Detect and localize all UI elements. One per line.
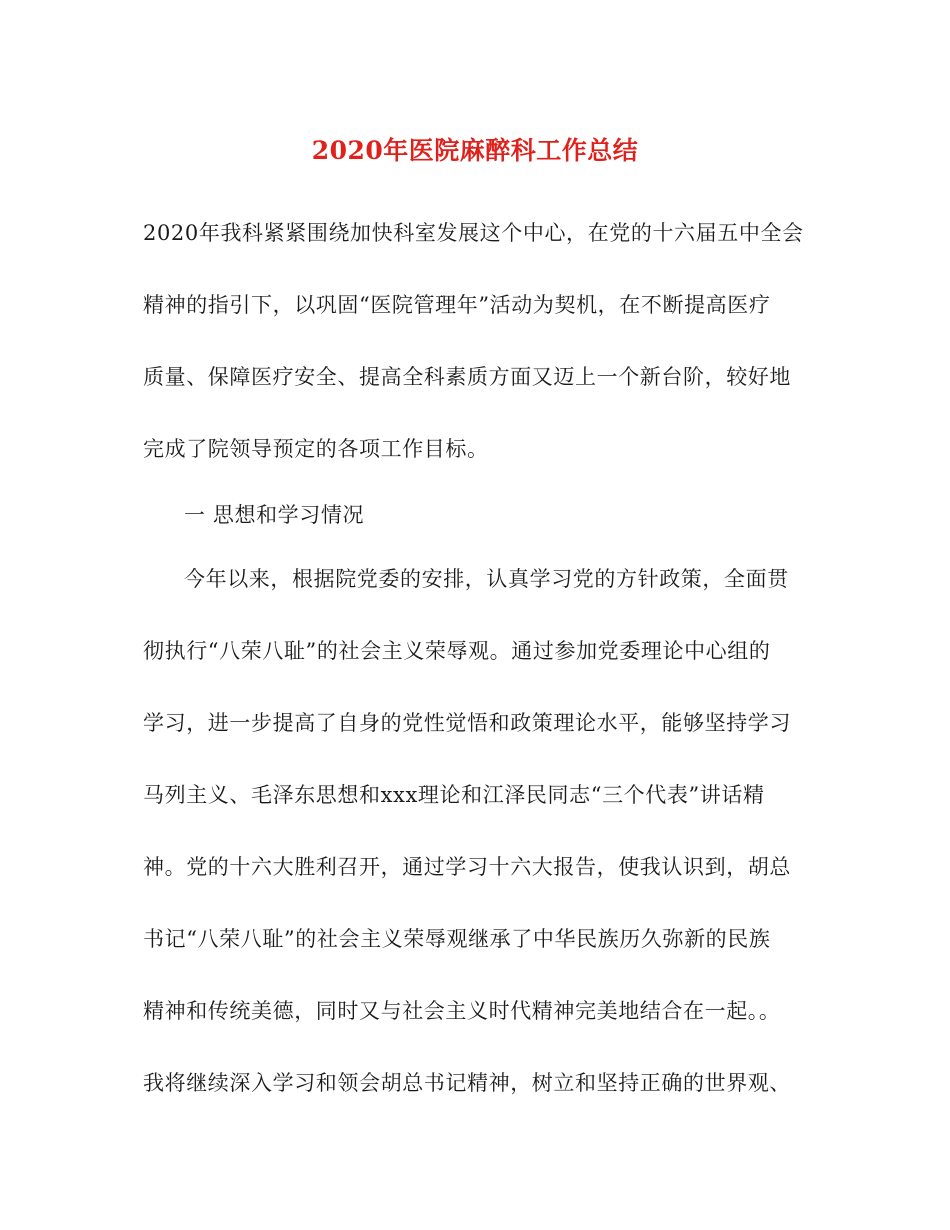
- paragraph-line: 马列主义、毛泽东思想和xxx理论和江泽民同志“三个代表”讲话精: [143, 783, 765, 807]
- paragraph-line: 神。党的十六大胜利召开，通过学习十六大报告，使我认识到，胡总: [143, 855, 791, 879]
- paragraph-line: 完成了院领导预定的各项工作目标。: [143, 437, 489, 461]
- paragraph-line: 2020年我科紧紧围绕加快科室发展这个中心，在党的十六届五中全会: [143, 221, 804, 245]
- paragraph-line: 学习，进一步提高了自身的党性觉悟和政策理论水平，能够坚持学习: [143, 711, 791, 735]
- section-heading: 一 思想和学习情况: [184, 503, 365, 527]
- paragraph-line: 书记“八荣八耻”的社会主义荣辱观继承了中华民族历久弥新的民族: [143, 927, 771, 951]
- paragraph-line: 彻执行“八荣八耻”的社会主义荣辱观。通过参加党委理论中心组的: [143, 639, 771, 663]
- paragraph-line: 精神的指引下，以巩固“医院管理年”活动为契机，在不断提高医疗: [143, 293, 771, 317]
- paragraph-line: 我将继续深入学习和领会胡总书记精神，树立和坚持正确的世界观、: [143, 1071, 791, 1095]
- paragraph-line: 质量、保障医疗安全、提高全科素质方面又迈上一个新台阶，较好地: [143, 365, 791, 389]
- paragraph-line: 今年以来，根据院党委的安排，认真学习党的方针政策，全面贯: [184, 567, 789, 591]
- document-title: 2020年医院麻醉科工作总结: [311, 136, 639, 165]
- paragraph-line: 精神和传统美德，同时又与社会主义时代精神完美地结合在一起。。: [143, 999, 781, 1023]
